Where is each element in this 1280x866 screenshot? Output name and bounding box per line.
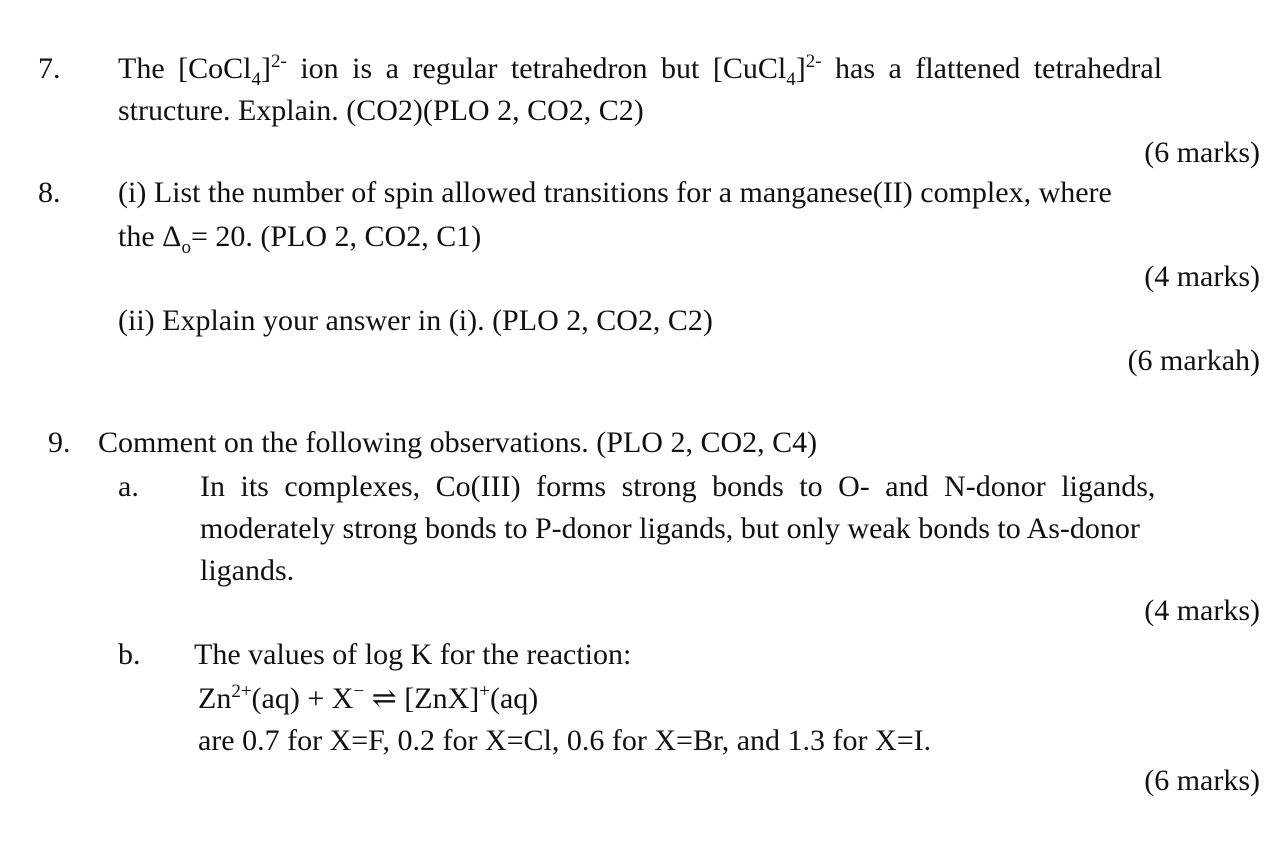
marks-label: (6 markah) [1127,344,1260,377]
question-number: 7. [38,52,61,85]
question-7-line-1: The [CoCl$_4$]$^{2-}$ ion is a regular tetrahedron but [CuCl$_4$]$^{2-}$ has a flattened tetrahedral [118,51,1163,90]
question-9a-line-1: In its complexes, Co(III) forms strong bonds to O- and N-donor ligands, [200,470,1156,503]
reaction-equation: $Zn^{2+}(aq) + X^-$ ⇌ [ZnX]+(aq) [198,681,539,715]
question-9-title: Comment on the following observations. (PLO 2, CO2, C4) [98,426,818,459]
question-8-part-i-line-1: (i) List the number of spin allowed transitions for a manganese(II) complex, where [118,176,1112,209]
marks-label: (6 marks) [1144,136,1260,169]
question-9a-line-2: moderately strong bonds to P-donor ligands, but only weak bonds to As-donor [200,512,1140,545]
question-9b-line-1: The values of log K for the reaction: [194,638,632,671]
marks-label: (4 marks) [1144,594,1260,627]
question-8-part-i-line-2: the $\Delta_o= 20$. (PLO 2, CO2, C1) [118,220,482,258]
question-7-line-2: structure. Explain. (CO2)(PLO 2, CO2, C2) [118,94,644,127]
question-9a-line-3: ligands. [200,554,295,587]
marks-label: (6 marks) [1144,764,1260,797]
marks-label: (4 marks) [1144,260,1260,293]
sub-question-label: a. [118,470,139,503]
question-number: 8. [38,176,61,209]
question-8-part-ii: (ii) Explain your answer in (i). (PLO 2, CO2, C2) [118,304,713,337]
sub-question-label: b. [118,638,141,671]
question-number: 9. [48,426,71,459]
question-9b-line-3: are 0.7 for X=F, 0.2 for X=Cl, 0.6 for X=Br, and 1.3 for X=I. [198,724,932,757]
